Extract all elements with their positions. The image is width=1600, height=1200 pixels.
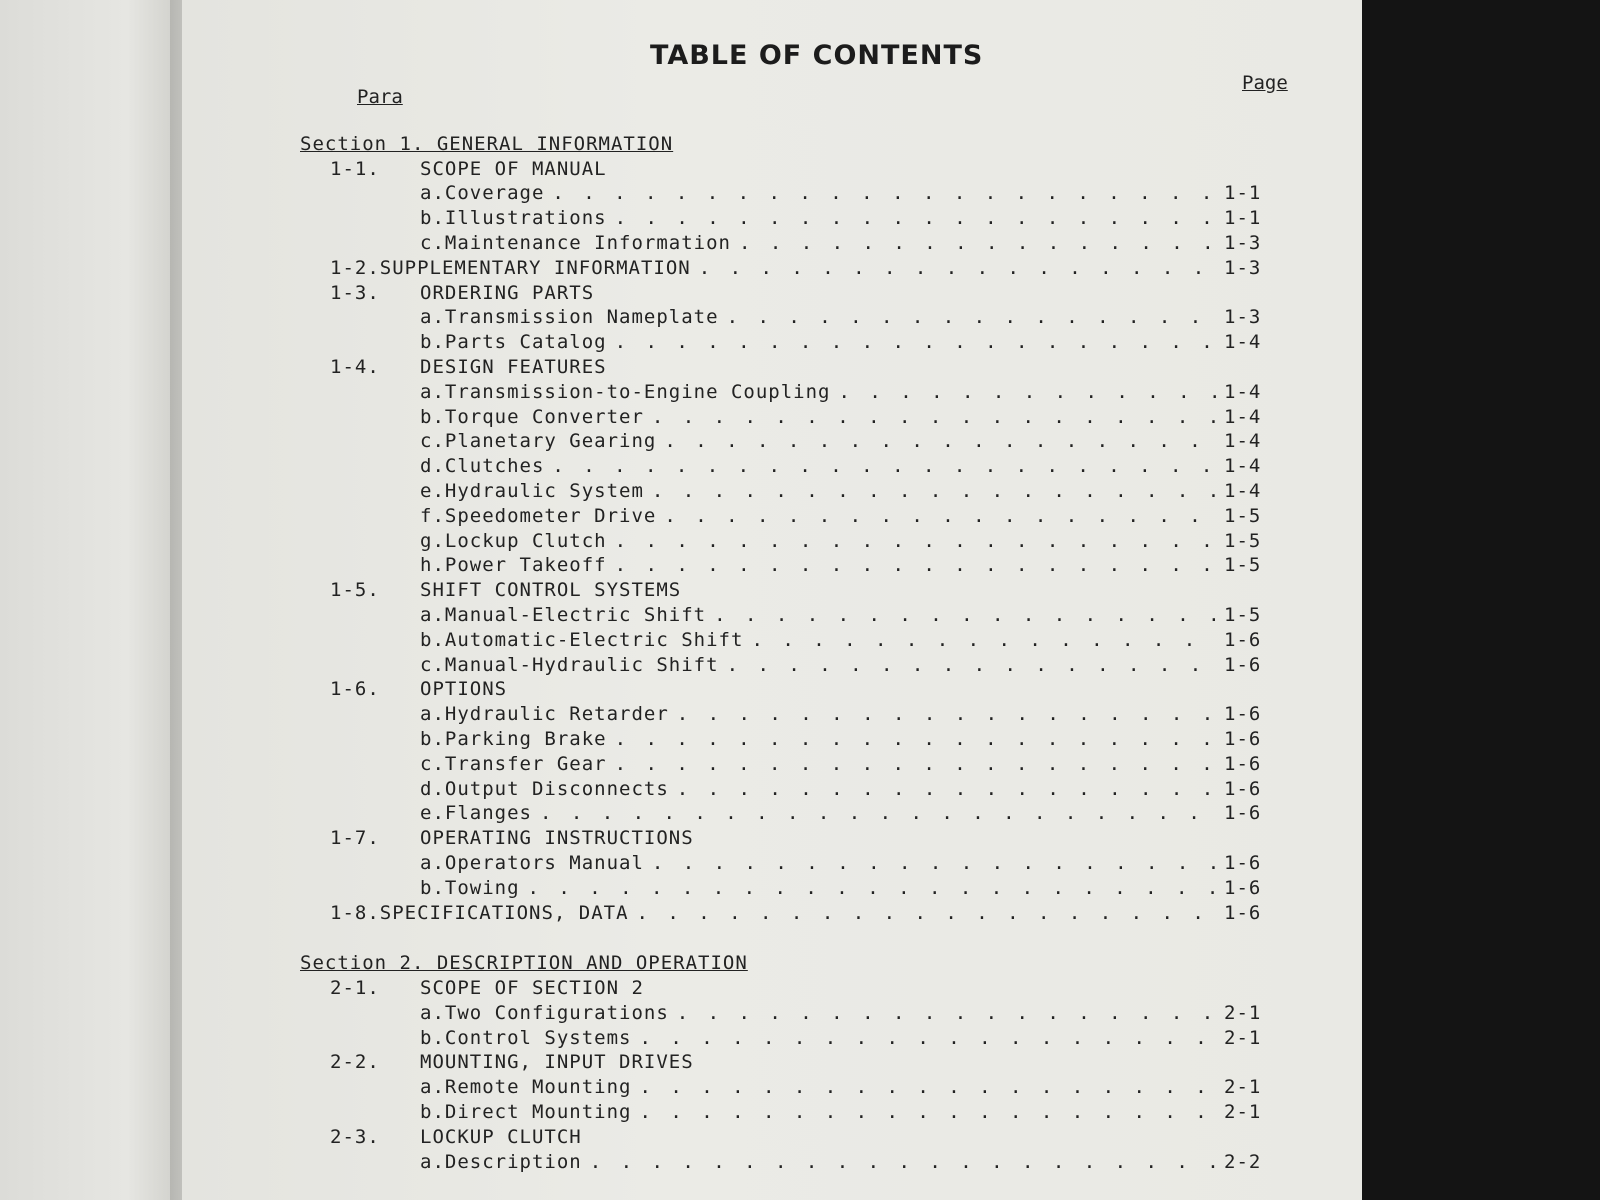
subentry-letter: c. xyxy=(420,231,445,254)
subentry-letter: g. xyxy=(420,529,445,552)
para-number: 1-4. xyxy=(330,355,380,378)
subentry-text: Speedometer Drive xyxy=(444,504,657,527)
para-number: 2-3. xyxy=(330,1125,380,1148)
subentry-text: Operators Manual xyxy=(444,851,644,874)
subentry-text: Maintenance Information xyxy=(444,231,731,254)
toc-entry xyxy=(300,1123,1280,1148)
subentry-text: Transmission Nameplate xyxy=(444,306,719,329)
toc-subentry xyxy=(300,651,1280,676)
subentry-letter: c. xyxy=(420,653,445,676)
subentry-text: Two Configurations xyxy=(444,1001,669,1024)
toc-subentry xyxy=(300,502,1280,527)
subentry-letter: b. xyxy=(420,727,445,750)
subentry-letter: a. xyxy=(420,182,445,205)
subentry-text: Description xyxy=(444,1150,582,1173)
toc-subentry xyxy=(300,750,1280,775)
toc-subentry xyxy=(300,800,1280,825)
section-heading xyxy=(300,130,1280,155)
subentry-text: Manual-Hydraulic Shift xyxy=(444,653,719,676)
dot-leader xyxy=(615,728,1216,750)
dot-leader xyxy=(751,629,1216,651)
dot-leader xyxy=(639,1101,1216,1123)
section-heading-text: Section 2. DESCRIPTION AND OPERATION xyxy=(300,952,748,975)
para-number: 1-6. xyxy=(330,678,380,701)
toc-subentry xyxy=(300,180,1280,205)
entry-title: DESIGN FEATURES xyxy=(420,355,607,378)
para-number: 1-5. xyxy=(330,579,380,602)
entry-title: LOCKUP CLUTCH xyxy=(420,1125,582,1148)
toc-entry xyxy=(300,824,1280,849)
page-number: 1-5 xyxy=(1224,554,1262,577)
dot-leader xyxy=(652,406,1216,428)
dot-leader xyxy=(615,753,1216,775)
subentry-text: Planetary Gearing xyxy=(444,430,657,453)
toc-entry xyxy=(300,155,1280,180)
subentry-letter: b. xyxy=(420,1101,445,1124)
dot-leader xyxy=(637,902,1216,924)
subentry-letter: d. xyxy=(420,777,445,800)
subentry-text: Parking Brake xyxy=(444,727,607,750)
subentry-text: Flanges xyxy=(444,802,532,825)
dot-leader xyxy=(552,182,1216,204)
subentry-letter: b. xyxy=(420,331,445,354)
dot-leader xyxy=(528,877,1216,899)
subentry-letter: d. xyxy=(420,455,445,478)
page-number: 1-6 xyxy=(1224,802,1262,825)
toc-subentry xyxy=(300,999,1280,1024)
page-number: 1-6 xyxy=(1224,628,1262,651)
dot-leader xyxy=(615,331,1216,353)
subentry-text: Parts Catalog xyxy=(444,331,607,354)
subentry-text: Manual-Electric Shift xyxy=(444,603,707,626)
subentry-text: Transfer Gear xyxy=(444,752,607,775)
page-number: 2-1 xyxy=(1224,1026,1262,1049)
dot-leader xyxy=(652,480,1216,502)
para-number: 1-7. xyxy=(330,827,380,850)
page-column-header: Page xyxy=(1242,72,1288,94)
toc-subentry xyxy=(300,725,1280,750)
page-number: 1-4 xyxy=(1224,455,1262,478)
toc-subentry xyxy=(300,1098,1280,1123)
toc-subentry xyxy=(300,229,1280,254)
page-number: 1-4 xyxy=(1224,479,1262,502)
dot-leader xyxy=(664,430,1216,452)
dot-leader xyxy=(639,1076,1216,1098)
page-number: 1-4 xyxy=(1224,380,1262,403)
toc-subentry xyxy=(300,1024,1280,1049)
dot-leader xyxy=(677,703,1216,725)
toc-subentry xyxy=(300,775,1280,800)
subentry-letter: a. xyxy=(420,306,445,329)
subentry-letter: a. xyxy=(420,380,445,403)
page-number: 1-1 xyxy=(1224,207,1262,230)
toc-subentry xyxy=(300,304,1280,329)
toc-subentry xyxy=(300,403,1280,428)
page-number: 1-3 xyxy=(1224,231,1262,254)
entry-title: SHIFT CONTROL SYSTEMS xyxy=(420,579,682,602)
dot-leader xyxy=(677,778,1216,800)
para-number: 1-3. xyxy=(330,281,380,304)
subentry-letter: b. xyxy=(420,207,445,230)
toc-entry xyxy=(300,1049,1280,1074)
subentry-letter: e. xyxy=(420,479,445,502)
toc-subentry xyxy=(300,527,1280,552)
dot-leader xyxy=(739,232,1216,254)
subentry-text: Direct Mounting xyxy=(444,1101,632,1124)
dot-leader xyxy=(540,802,1216,824)
para-number: 1-8. xyxy=(330,901,380,924)
page-number: 1-6 xyxy=(1224,727,1262,750)
subentry-text: Towing xyxy=(444,876,520,899)
para-number: 1-1. xyxy=(330,157,380,180)
para-column-header: Para xyxy=(357,86,403,108)
entry-title: SCOPE OF MANUAL xyxy=(420,157,607,180)
page-number: 1-5 xyxy=(1224,504,1262,527)
subentry-letter: a. xyxy=(420,1076,445,1099)
toc-subentry xyxy=(300,1073,1280,1098)
page-number: 1-4 xyxy=(1224,331,1262,354)
subentry-text: Coverage xyxy=(444,182,545,205)
subentry-letter: f. xyxy=(420,504,445,527)
subentry-letter: b. xyxy=(420,1026,445,1049)
dot-leader xyxy=(839,381,1217,403)
subentry-letter: b. xyxy=(420,628,445,651)
section-heading xyxy=(300,950,1280,975)
dot-leader xyxy=(615,530,1216,552)
subentry-letter: a. xyxy=(420,703,445,726)
subentry-text: Control Systems xyxy=(444,1026,632,1049)
subentry-text: Hydraulic Retarder xyxy=(444,703,669,726)
toc-subentry xyxy=(300,1148,1280,1173)
toc-entry xyxy=(300,353,1280,378)
entry-title: ORDERING PARTS xyxy=(420,281,595,304)
toc-subentry xyxy=(300,700,1280,725)
subentry-text: Automatic-Electric Shift xyxy=(444,628,744,651)
subentry-text: Power Takeoff xyxy=(444,554,607,577)
toc-entry xyxy=(300,899,1280,924)
dot-leader xyxy=(714,604,1216,626)
left-page xyxy=(0,0,182,1200)
page-number: 1-1 xyxy=(1224,182,1262,205)
subentry-text: Torque Converter xyxy=(444,405,644,428)
page-number: 1-6 xyxy=(1224,876,1262,899)
page-number: 1-6 xyxy=(1224,901,1262,924)
page-number: 1-6 xyxy=(1224,703,1262,726)
page-number: 1-4 xyxy=(1224,430,1262,453)
page-number: 2-1 xyxy=(1224,1101,1262,1124)
subentry-text: Output Disconnects xyxy=(444,777,669,800)
page-number: 1-5 xyxy=(1224,529,1262,552)
dot-leader xyxy=(699,257,1216,279)
right-page xyxy=(182,0,1362,1200)
para-number: 2-1. xyxy=(330,977,380,1000)
dot-leader xyxy=(727,306,1216,328)
subentry-letter: c. xyxy=(420,430,445,453)
page-number: 2-1 xyxy=(1224,1076,1262,1099)
subentry-letter: c. xyxy=(420,752,445,775)
toc-subentry xyxy=(300,428,1280,453)
subentry-letter: a. xyxy=(420,603,445,626)
subentry-letter: h. xyxy=(420,554,445,577)
para-number: 2-2. xyxy=(330,1051,380,1074)
page-number: 1-6 xyxy=(1224,752,1262,775)
dot-leader xyxy=(677,1002,1216,1024)
toc-entry xyxy=(300,254,1280,279)
toc-subentry xyxy=(300,626,1280,651)
page-number: 1-5 xyxy=(1224,603,1262,626)
toc-subentry xyxy=(300,874,1280,899)
toc-subentry xyxy=(300,552,1280,577)
page-number: 1-3 xyxy=(1224,256,1262,279)
bleed-through-text xyxy=(0,0,182,1200)
subentry-text: Hydraulic System xyxy=(444,479,644,502)
dot-leader xyxy=(615,207,1216,229)
entry-title: OPERATING INSTRUCTIONS xyxy=(420,827,694,850)
subentry-text: Illustrations xyxy=(444,207,607,230)
dot-leader xyxy=(727,654,1216,676)
entry-title: SPECIFICATIONS, DATA xyxy=(379,901,629,924)
subentry-letter: b. xyxy=(420,876,445,899)
dot-leader xyxy=(652,852,1216,874)
table-of-contents xyxy=(300,130,1280,1173)
toc-subentry xyxy=(300,452,1280,477)
entry-title: SCOPE OF SECTION 2 xyxy=(420,977,644,1000)
dot-leader xyxy=(615,554,1216,576)
para-number: 1-2. xyxy=(330,256,380,279)
background-edge xyxy=(1362,0,1600,1200)
toc-entry xyxy=(300,676,1280,701)
toc-entry xyxy=(300,279,1280,304)
subentry-text: Remote Mounting xyxy=(444,1076,632,1099)
subentry-letter: a. xyxy=(420,1001,445,1024)
page-number: 1-4 xyxy=(1224,405,1262,428)
entry-title: SUPPLEMENTARY INFORMATION xyxy=(379,256,691,279)
toc-subentry xyxy=(300,601,1280,626)
page-number: 1-6 xyxy=(1224,653,1262,676)
toc-entry xyxy=(300,576,1280,601)
page-title: TABLE OF CONTENTS xyxy=(650,40,984,71)
dot-leader xyxy=(664,505,1216,527)
section-heading-text: Section 1. GENERAL INFORMATION xyxy=(300,132,674,155)
page-number: 1-3 xyxy=(1224,306,1262,329)
page-number: 2-1 xyxy=(1224,1001,1262,1024)
subentry-letter: e. xyxy=(420,802,445,825)
toc-entry xyxy=(300,974,1280,999)
toc-subentry xyxy=(300,477,1280,502)
page-number: 1-6 xyxy=(1224,851,1262,874)
entry-title: MOUNTING, INPUT DRIVES xyxy=(420,1051,694,1074)
dot-leader xyxy=(590,1151,1216,1173)
subentry-letter: b. xyxy=(420,405,445,428)
dot-leader xyxy=(552,455,1216,477)
toc-subentry xyxy=(300,328,1280,353)
page-number: 1-6 xyxy=(1224,777,1262,800)
subentry-letter: a. xyxy=(420,1150,445,1173)
subentry-text: Transmission-to-Engine Coupling xyxy=(444,380,831,403)
subentry-letter: a. xyxy=(420,851,445,874)
page-number: 2-2 xyxy=(1224,1150,1262,1173)
toc-subentry xyxy=(300,849,1280,874)
subentry-text: Lockup Clutch xyxy=(444,529,607,552)
toc-subentry xyxy=(300,378,1280,403)
entry-title: OPTIONS xyxy=(420,678,508,701)
toc-subentry xyxy=(300,204,1280,229)
dot-leader xyxy=(639,1027,1216,1049)
subentry-text: Clutches xyxy=(444,455,545,478)
